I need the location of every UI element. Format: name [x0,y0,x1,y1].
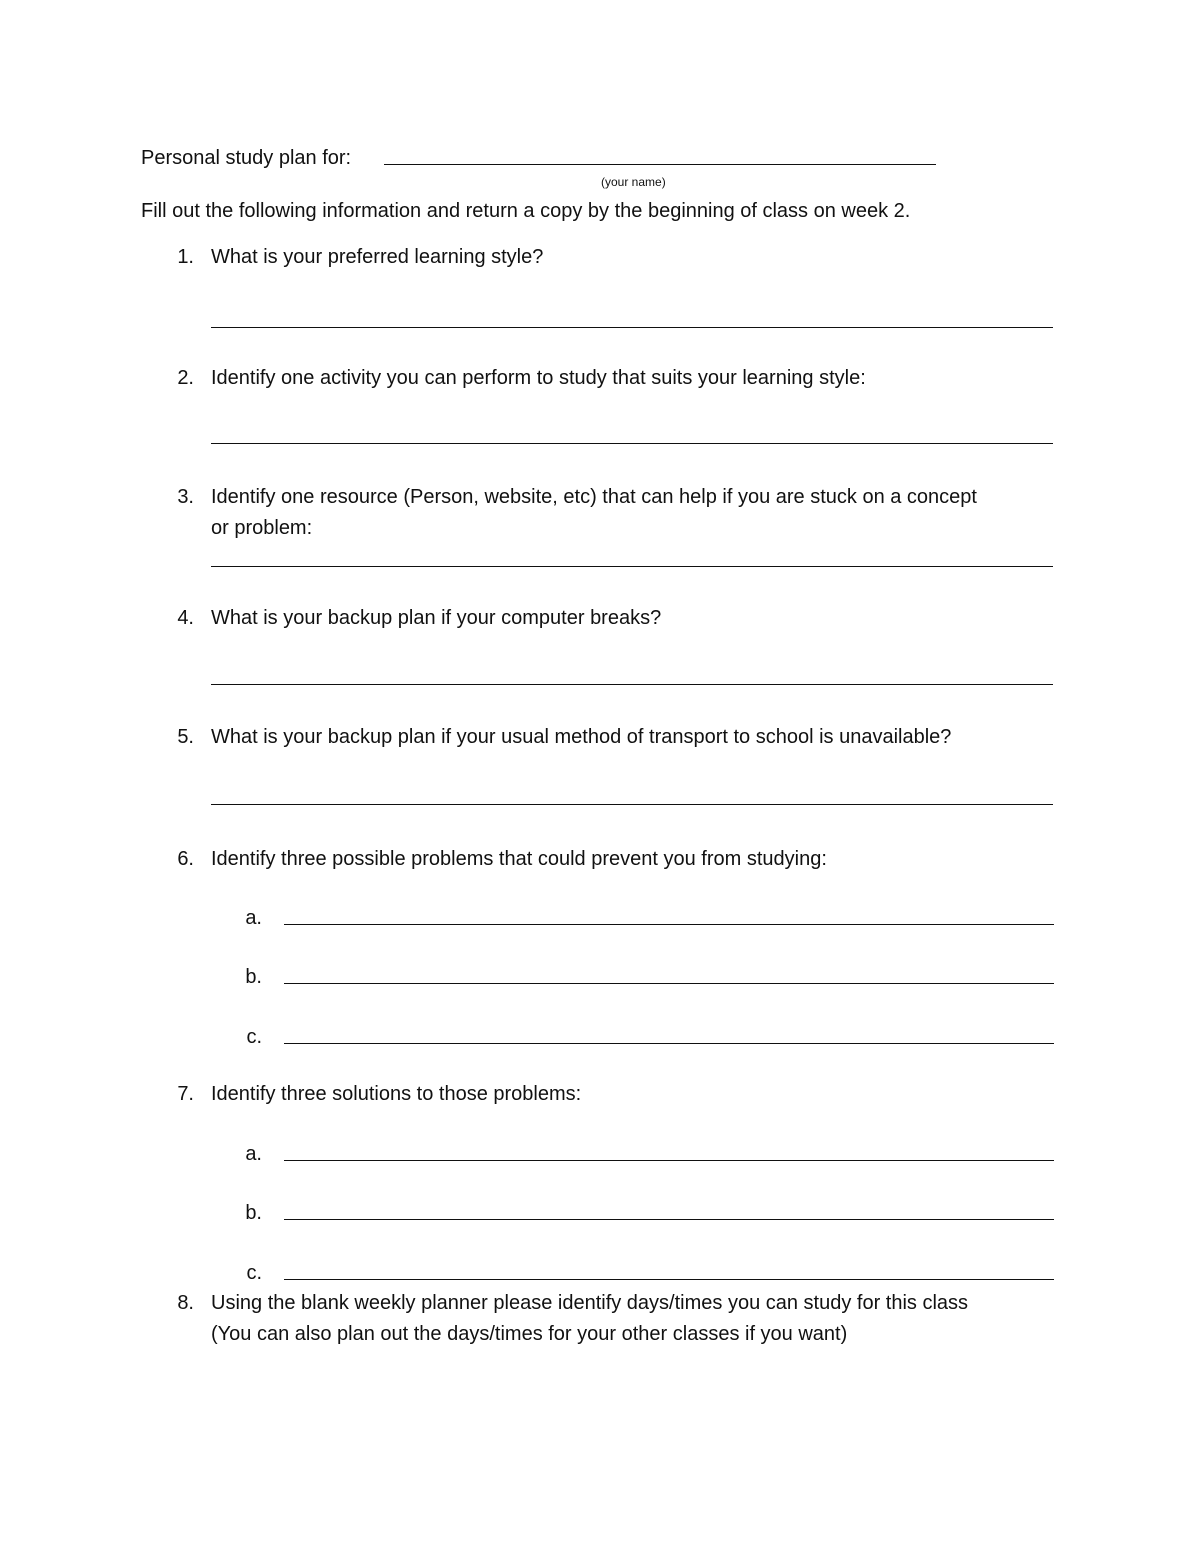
question-7-subitem-c-label: c. [246,1262,262,1284]
question-3-text-line2: or problem: [211,517,313,539]
question-4-text: What is your backup plan if your computer breaks? [211,607,662,629]
question-5-answer-line[interactable] [211,804,1053,805]
question-1-text: What is your preferred learning style? [211,246,544,268]
question-8-number: 8. [177,1292,194,1314]
question-3-text-line1: Identify one resource (Person, website, etc) that can help if you are stuck on a concept [211,486,977,508]
question-7-subitem-c-line[interactable] [284,1279,1054,1280]
question-6-subitem-c-label: c. [246,1026,262,1048]
question-1-answer-line[interactable] [211,327,1053,328]
question-6-text: Identify three possible problems that could prevent you from studying: [211,848,827,870]
question-7-subitem-b-line[interactable] [284,1219,1054,1220]
question-4-answer-line[interactable] [211,684,1053,685]
question-6-subitem-a-line[interactable] [284,924,1054,925]
question-3-number: 3. [177,486,194,508]
question-2-text: Identify one activity you can perform to study that suits your learning style: [211,367,866,389]
question-6-subitem-b-line[interactable] [284,983,1054,984]
question-2-answer-line[interactable] [211,443,1053,444]
question-7-subitem-b-label: b. [245,1202,262,1224]
question-5-text: What is your backup plan if your usual method of transport to school is unavailable? [211,726,952,748]
question-5-number: 5. [177,726,194,748]
question-6-subitem-a-label: a. [245,907,262,929]
name-blank-line[interactable] [384,164,936,165]
question-7-subitem-a-line[interactable] [284,1160,1054,1161]
question-7-subitem-a-label: a. [245,1143,262,1165]
question-6-number: 6. [177,848,194,870]
question-8-text-line2: (You can also plan out the days/times for your other classes if you want) [211,1323,848,1345]
question-8-text-line1: Using the blank weekly planner please identify days/times you can study for this class [211,1292,969,1314]
question-6-subitem-c-line[interactable] [284,1043,1054,1044]
question-4-number: 4. [177,607,194,629]
question-7-text: Identify three solutions to those problems: [211,1083,582,1105]
question-6-subitem-b-label: b. [245,966,262,988]
question-1-number: 1. [177,246,194,268]
name-caption: (your name) [601,175,666,189]
question-2-number: 2. [177,367,194,389]
question-7-number: 7. [177,1083,194,1105]
instructions-text: Fill out the following information and return a copy by the beginning of class on week 2. [141,200,911,222]
question-3-answer-line[interactable] [211,566,1053,567]
title-label: Personal study plan for: [141,147,352,169]
